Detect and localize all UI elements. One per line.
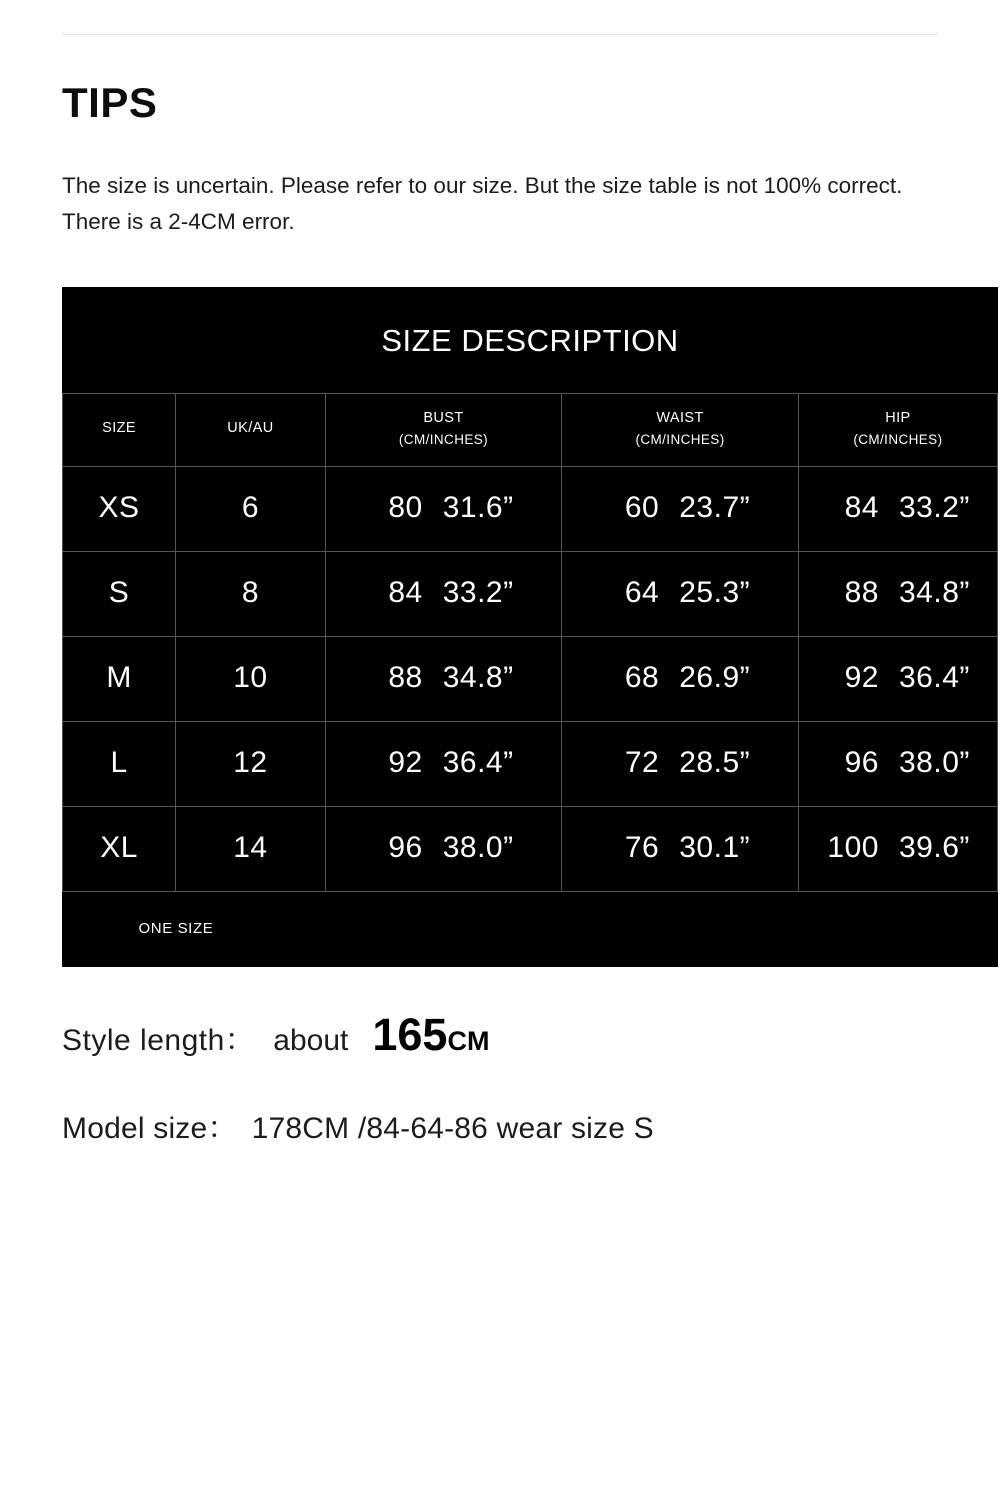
header-uk-au: UK/AU: [176, 393, 326, 466]
cell-waist: [562, 636, 799, 721]
cell-bust-cm: 96: [388, 830, 423, 864]
cell-bust-inch: 36.4”: [442, 745, 514, 779]
cell-bust-cm: 80: [388, 490, 423, 524]
style-length-line: [62, 1009, 938, 1061]
cell-waist-inch: 28.5”: [679, 745, 751, 779]
cell-waist-cm: 76: [624, 830, 660, 864]
table-body: [63, 466, 998, 967]
model-size-label: Model size：: [62, 1111, 238, 1145]
one-size-label: ONE SIZE: [138, 919, 214, 937]
table-row: [63, 806, 998, 891]
style-length-number: 165: [372, 1008, 448, 1060]
cell-waist: [562, 551, 799, 636]
cell-waist-cm: 60: [624, 490, 660, 524]
cell-waist: [562, 721, 799, 806]
style-length-label: Style length：: [62, 1023, 256, 1057]
table-row: [63, 721, 998, 806]
header-hip-label: HIP: [885, 409, 911, 426]
one-size-row: [63, 891, 998, 967]
cell-bust: [325, 466, 562, 551]
cell-uk-au: 14: [176, 806, 326, 891]
cell-bust-inch: 31.6”: [442, 490, 514, 524]
cell-bust-cm: 92: [388, 745, 423, 779]
table-row: [63, 466, 998, 551]
cell-waist: [562, 466, 799, 551]
cell-hip-inch: 38.0”: [898, 745, 970, 779]
cell-size: L: [63, 721, 176, 806]
model-size-line: [62, 1103, 938, 1147]
table-row: [63, 551, 998, 636]
cell-bust: [325, 636, 562, 721]
cell-waist-cm: 64: [624, 575, 660, 609]
cell-hip-cm: 96: [844, 745, 879, 779]
cell-hip: [798, 636, 997, 721]
measurements-table: [62, 393, 998, 967]
cell-waist-inch: 26.9”: [679, 660, 751, 694]
cell-uk-au: 6: [176, 466, 326, 551]
cell-uk-au: 10: [176, 636, 326, 721]
cell-hip-inch: 33.2”: [898, 490, 970, 524]
header-size: SIZE: [63, 393, 176, 466]
table-header-row: [63, 393, 998, 466]
cell-waist: [562, 806, 799, 891]
style-length-unit: CM: [447, 1025, 490, 1056]
cell-hip: [798, 721, 997, 806]
cell-size: XS: [63, 466, 176, 551]
header-bust-unit: (CM/INCHES): [398, 431, 489, 447]
cell-waist-cm: 72: [624, 745, 660, 779]
cell-hip-inch: 34.8”: [898, 575, 970, 609]
cell-bust-inch: 33.2”: [442, 575, 514, 609]
cell-bust: [325, 551, 562, 636]
header-waist-label: WAIST: [656, 409, 704, 426]
cell-bust-cm: 88: [388, 660, 423, 694]
cell-waist-inch: 23.7”: [679, 490, 751, 524]
cell-hip-cm: 92: [844, 660, 879, 694]
header-waist: [562, 393, 799, 466]
model-size-value: 178CM /84-64-86 wear size S: [251, 1111, 654, 1145]
style-length-about: about: [273, 1023, 349, 1057]
cell-bust: [325, 721, 562, 806]
size-table-title: SIZE DESCRIPTION: [381, 322, 679, 358]
header-hip-unit: (CM/INCHES): [853, 431, 943, 447]
cell-hip-cm: 84: [844, 490, 879, 524]
cell-bust-inch: 38.0”: [442, 830, 514, 864]
style-length-value: [348, 1009, 489, 1061]
cell-hip: [798, 806, 997, 891]
cell-bust-inch: 34.8”: [442, 660, 514, 694]
table-row: [63, 636, 998, 721]
cell-bust: [325, 806, 562, 891]
cell-size: M: [63, 636, 176, 721]
header-bust-label: BUST: [423, 409, 464, 426]
cell-uk-au: 12: [176, 721, 326, 806]
cell-hip: [798, 551, 997, 636]
cell-hip-inch: 36.4”: [898, 660, 970, 694]
tips-heading: TIPS: [62, 79, 158, 126]
cell-hip-inch: 39.6”: [898, 830, 970, 864]
cell-uk-au: 8: [176, 551, 326, 636]
cell-waist-inch: 30.1”: [679, 830, 751, 864]
cell-hip: [798, 466, 997, 551]
cell-size: XL: [63, 806, 176, 891]
cell-hip-cm: 88: [844, 575, 879, 609]
top-divider: [62, 34, 938, 35]
cell-waist-cm: 68: [624, 660, 660, 694]
header-waist-unit: (CM/INCHES): [635, 431, 725, 447]
tips-paragraph: The size is uncertain. Please refer to our size. But the size table is not 100% correct. There is a 2-4CM error.: [62, 173, 903, 235]
size-description-table: [62, 287, 998, 967]
cell-hip-cm: 100: [827, 830, 879, 864]
cell-size: S: [63, 551, 176, 636]
cell-bust-cm: 84: [388, 575, 423, 609]
table-header: [63, 393, 998, 466]
header-hip: [798, 393, 997, 466]
cell-waist-inch: 25.3”: [679, 575, 751, 609]
header-bust: [325, 393, 562, 466]
